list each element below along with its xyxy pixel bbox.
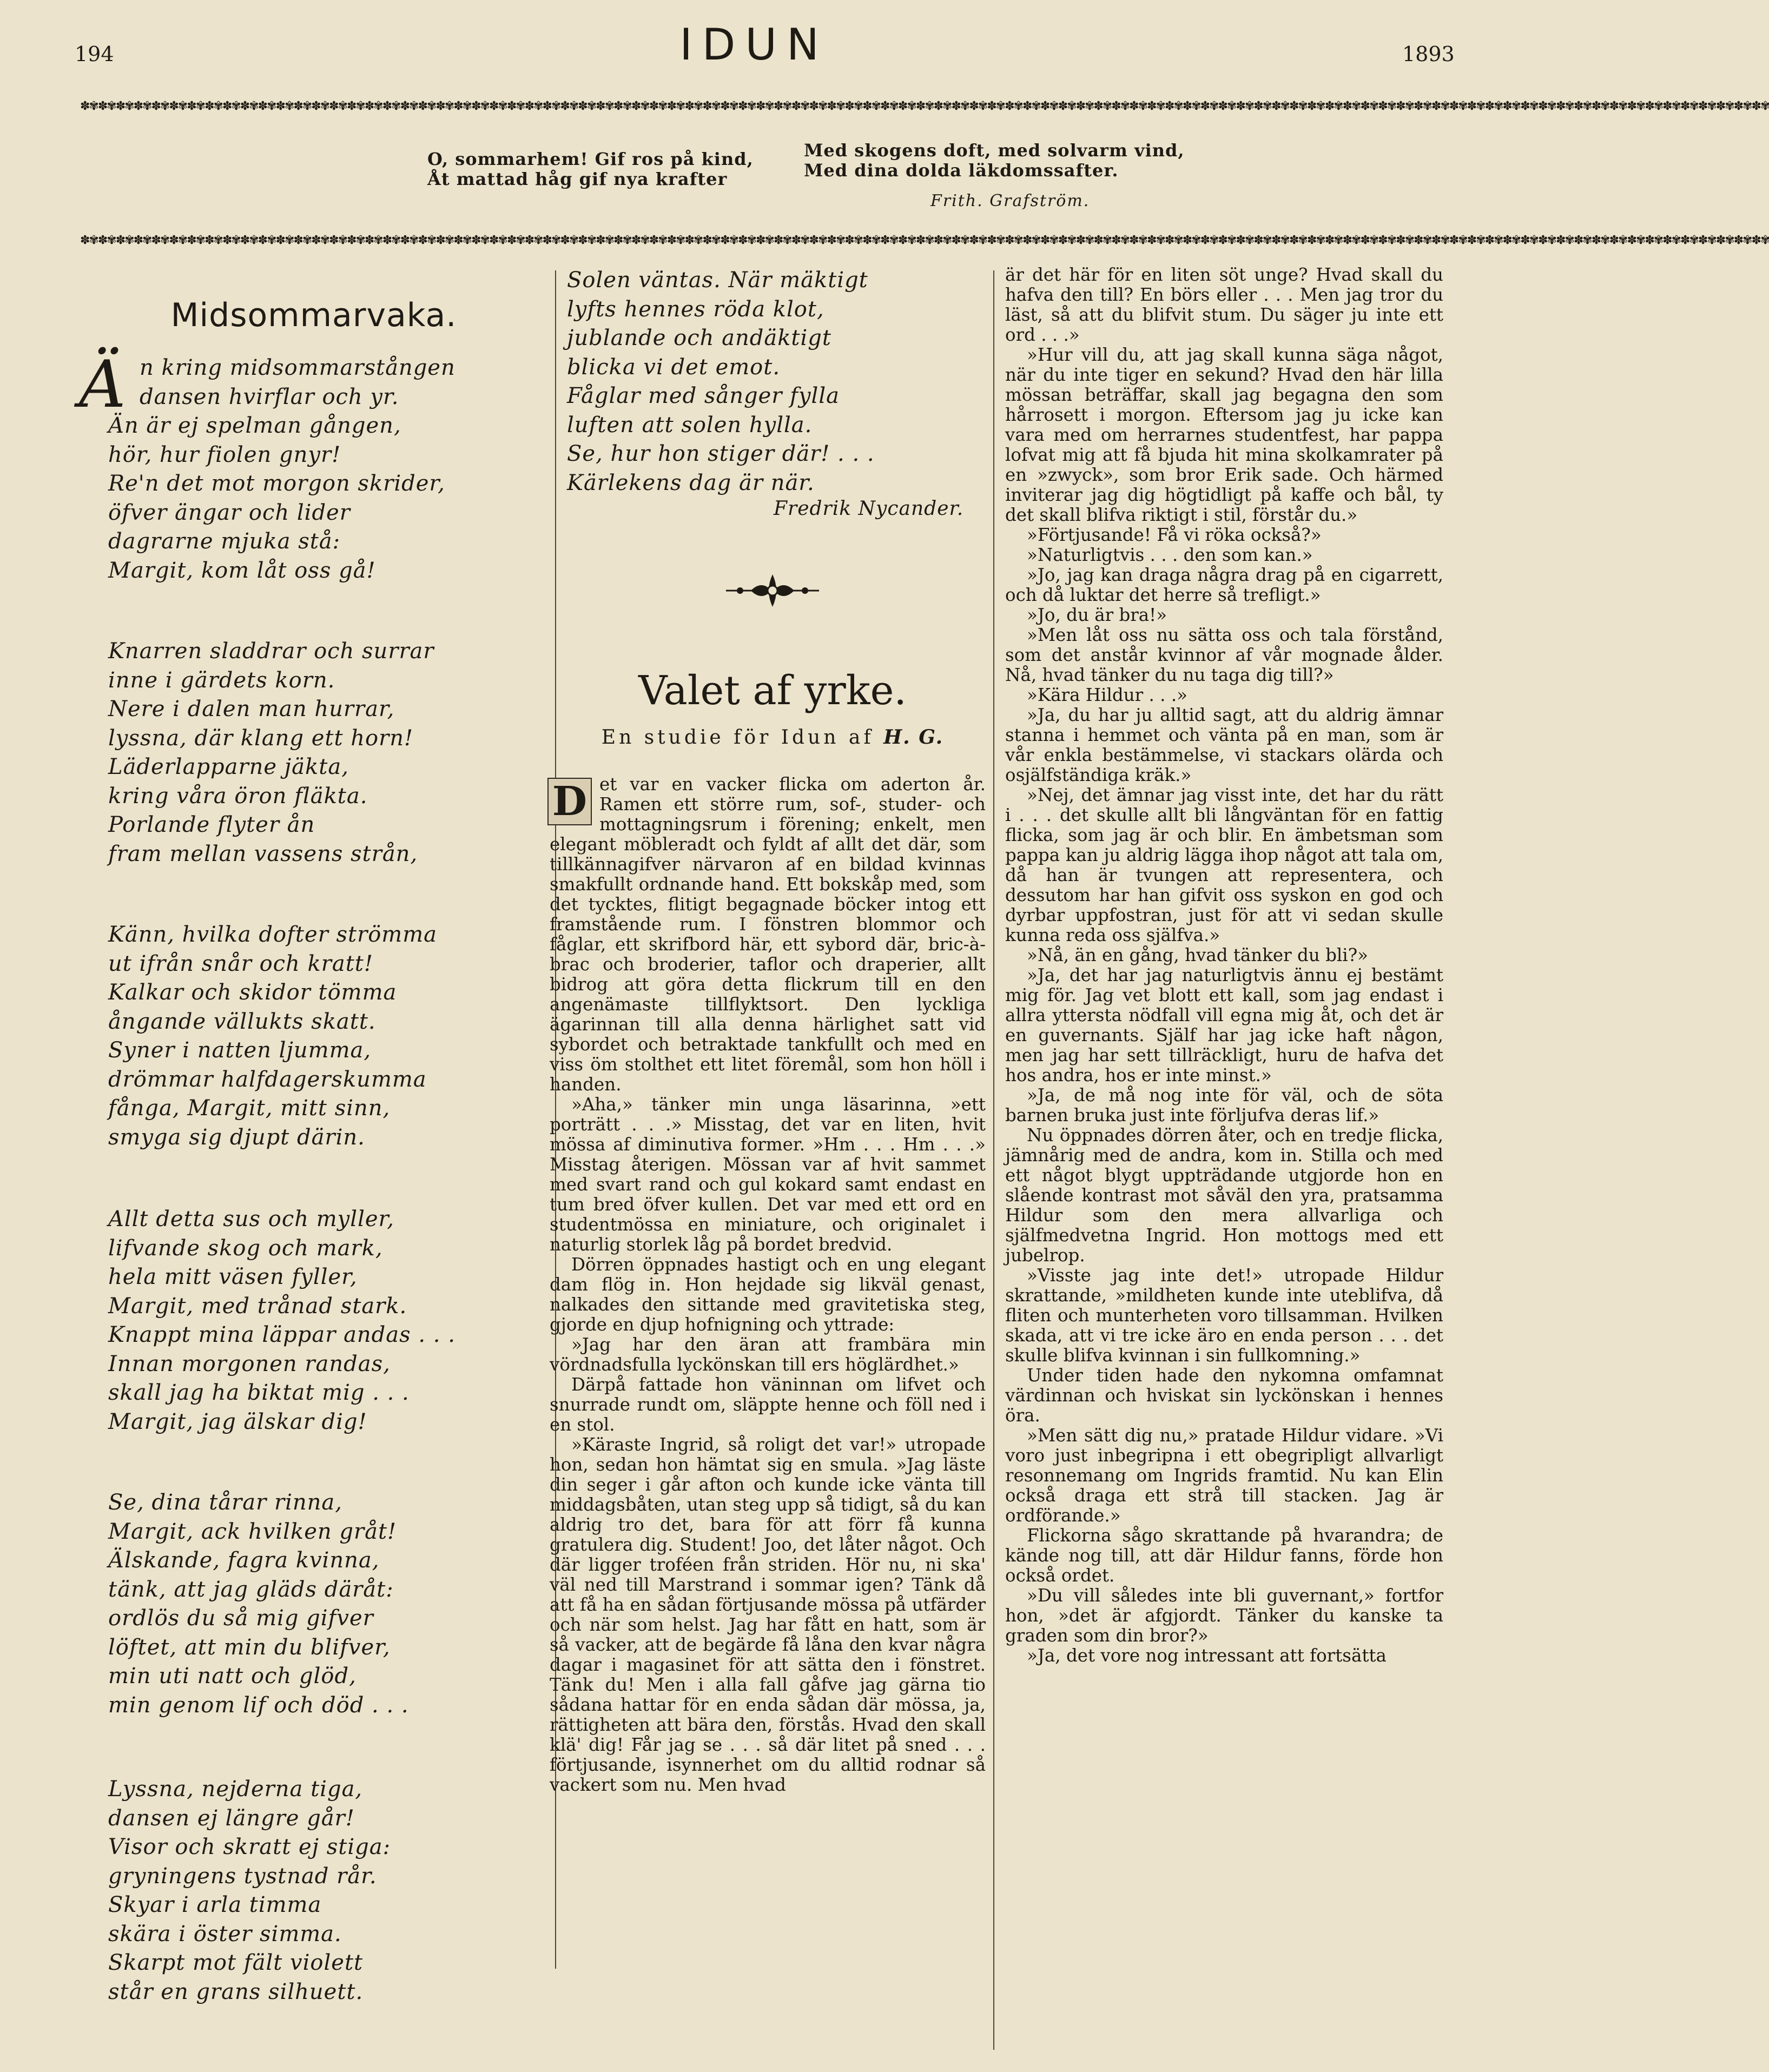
poem-line: lifvande skog och mark, bbox=[108, 1235, 383, 1261]
poem-line: hör, hur fiolen gnyr! bbox=[108, 442, 341, 467]
article-paragraph: »Naturligtvis . . . den som kan.» bbox=[1027, 545, 1313, 565]
article-title: Valet af yrke. bbox=[638, 667, 907, 714]
poem-line: Än är ej spelman gången, bbox=[108, 413, 401, 438]
article-paragraph: »Jo, jag kan draga några drag på en cigarrett, och då luktar det herre så trefligt.» bbox=[1005, 565, 1443, 605]
column-rule bbox=[993, 270, 994, 2050]
poem-line: skära i öster simma. bbox=[108, 1921, 342, 1947]
poem-line: Läderlapparne jäkta, bbox=[108, 754, 349, 779]
article-paragraph: »Men låt oss nu sätta oss och tala förstånd, som det anstår kvinnor af vår mognade ålder. Nå, hvad tänker du nu taga dig till?» bbox=[1005, 625, 1443, 685]
poem-line: smyga sig djupt därin. bbox=[108, 1124, 365, 1150]
poem-line: ut ifrån snår och kratt! bbox=[108, 951, 373, 976]
poem-line: min uti natt och glöd, bbox=[108, 1664, 357, 1689]
poem-line: Solen väntas. När mäktigt bbox=[567, 268, 868, 293]
poem-line: Kalkar och skidor tömma bbox=[108, 980, 397, 1005]
article-paragraph: Dörren öppnades hastigt och en ung elegant dam flög in. Hon hejdade sig likväl genast, nalkades den sittande med gravitetiska steg, gjorde en djup hofnigning och yttrade: bbox=[550, 1254, 986, 1335]
poem-line: fånga, Margit, mitt sinn, bbox=[108, 1096, 391, 1121]
poem-line: Se, hur hon stiger där! . . . bbox=[567, 441, 875, 466]
poem-line: dagrarne mjuka stå: bbox=[108, 529, 341, 554]
article-paragraph: »Hur vill du, att jag skall kunna säga något, när du inte tiger en sekund? Hvad den här lilla mössan beträffar, skall jag begagna den som hårrosett i morgon. Eftersom jag ju icke kan vara med om herrarnes studentfest, har pappa lofvat mig att få bjuda hit mina skolkamrater på en »zwyck», som bror Erik sade. Och härmed inviterar jag dig högtidligt på kaffe och bål, ty det skall blifva riktigt i stil, förstår du.» bbox=[1005, 345, 1443, 525]
poem-line: fram mellan vassens strån, bbox=[108, 841, 418, 866]
article-body bbox=[550, 774, 986, 1795]
poem-line: lyssna, där klang ett horn! bbox=[108, 725, 414, 751]
poem-line: hela mitt väsen fyller, bbox=[108, 1265, 358, 1289]
poem-title: Midsommarvaka. bbox=[170, 296, 457, 334]
poem-line: jublande och andäktigt bbox=[567, 326, 831, 350]
poem-line: Syner i natten ljumma, bbox=[108, 1038, 372, 1063]
epigraph-credit: Frith. Grafström. bbox=[930, 191, 1090, 210]
poem-line: lyfts hennes röda klot, bbox=[567, 296, 824, 322]
publication-title: IDUN bbox=[679, 19, 829, 70]
article-paragraph: Flickorna sågo skrattande på hvarandra; de kände nog till, att där Hildur fanns, förde hon också ordet. bbox=[1005, 1525, 1443, 1586]
article-body-continued bbox=[1005, 265, 1443, 1666]
poem-line: luften att solen hylla. bbox=[567, 412, 813, 438]
poem-line: Re'n det mot morgon skrider, bbox=[108, 471, 445, 496]
page-number-left: 194 bbox=[75, 42, 114, 66]
poem-line: n kring midsommarstången bbox=[140, 355, 456, 380]
poem-line: Skarpt mot fält violett bbox=[108, 1950, 364, 1975]
poem-line: inne i gärdets korn. bbox=[108, 667, 335, 693]
poem-stanza bbox=[108, 1488, 541, 1720]
poem-line: dansen hvirflar och yr. bbox=[140, 384, 399, 409]
poem-line: Älskande, fagra kvinna, bbox=[108, 1548, 380, 1573]
article-paragraph: »Jo, du är bra!» bbox=[1027, 605, 1167, 625]
epigraph-line: Med dina dolda läkdomssafter. bbox=[804, 160, 1119, 181]
poem-line: Lyssna, nejderna tiga, bbox=[108, 1777, 363, 1802]
poem-line: skall jag ha biktat mig . . . bbox=[108, 1380, 410, 1405]
article-paragraph: »Men sätt dig nu,» pratade Hildur vidare. »Vi voro just inbegripna i ett obegripligt allvarligt resonnemang om Ingrids framtid. Nu kan Elin också draga ett strå till stacken. Jag är ordförande.» bbox=[1005, 1425, 1443, 1526]
poem-line: Visor och skratt ej stiga: bbox=[108, 1835, 391, 1859]
poem-stanza bbox=[108, 354, 541, 585]
article-paragraph: »Ja, du har ju alltid sagt, att du aldrig ämnar stanna i hemmet och vänta på en man, som är vår enkla bestämmelse, vi stackars olärda och osjälfständiga kräk.» bbox=[1005, 705, 1443, 785]
poem-line: Känn, hvilka dofter strömma bbox=[108, 922, 438, 947]
article-author-initials: H. G. bbox=[883, 726, 944, 749]
poem-line: löftet, att min du blifver, bbox=[108, 1634, 391, 1660]
poem-line: öfver ängar och lider bbox=[108, 500, 351, 525]
article-paragraph: et var en vacker flicka om aderton år. Ramen ett större rum, sof-, studer- och mottagningsrum i förening; enkelt, men elegant möbleradt och fyldt af allt det där, som tillkännagifver närvaron af en bildad kvinnas smakfullt ordnande hand. Ett bokskåp med, som det tycktes, flitigt begagnade böcker intog ett framstående rum. I fönstren blommor och fåglar, ett skrifbord här, ett sybord där, bric-à-brac och broderier, taflor och draperier, allt bidrog att göra detta flickrum till en den angenämaste tillflyktsort. Den lyckliga ägarinnan till alla denna härlighet satt vid sybordet och betraktade tankfullt och med en viss öm stolthet ett litet föremål, som hon höll i handen. bbox=[550, 774, 986, 1095]
epigraph-line: Med skogens doft, med solvarm vind, bbox=[804, 140, 1185, 161]
poem-line: Innan morgonen randas, bbox=[108, 1351, 391, 1376]
poem-line: Nere i dalen man hurrar, bbox=[108, 697, 395, 721]
poem-line: Fåglar med sånger fylla bbox=[567, 383, 840, 408]
poem-author: Fredrik Nycander. bbox=[774, 498, 964, 520]
poem-line: Margit, ack hvilken gråt! bbox=[108, 1519, 397, 1544]
article-paragraph: Därpå fattade hon väninnan om lifvet och snurrade rundt om, släppte henne och föll ned i en stol. bbox=[550, 1374, 986, 1435]
article-paragraph: »Ja, det vore nog intressant att fortsätta bbox=[1027, 1645, 1387, 1666]
article-paragraph: »Aha,» tänker min unga läsarinna, »ett porträtt . . .» Misstag, det var en liten, hvit mössa af diminutiva former. »Hm . . . Hm . . .» Misstag återigen. Mössan var af hvit sammet med svart rand och gul kokard samt endast en tum bred öfver kullen. Det var med ett ord en studentmössa en miniature, och originalet i naturlig storlek låg på bordet bredvid. bbox=[550, 1094, 986, 1255]
poem-stanza bbox=[108, 1775, 541, 2007]
poem-line: står en grans silhuett. bbox=[108, 1979, 364, 2004]
page-year: 1893 bbox=[1402, 42, 1455, 66]
poem-line: Se, dina tårar rinna, bbox=[108, 1490, 342, 1515]
poem-line: tänk, att jag gläds däråt: bbox=[108, 1577, 394, 1602]
article-paragraph: »Förtjusande! Få vi röka också?» bbox=[1027, 525, 1322, 545]
article-subtitle-text: En studie för Idun af bbox=[601, 726, 874, 749]
poem-line: gryningens tystnad rår. bbox=[108, 1863, 377, 1889]
epigraph-line: O, sommarhem! Gif ros på kind, bbox=[427, 149, 754, 169]
poem-line: Knarren sladdrar och surrar bbox=[108, 639, 434, 664]
poem-line: Allt detta sus och myller, bbox=[108, 1207, 394, 1232]
poem-line: ordlös du så mig gifver bbox=[108, 1606, 374, 1631]
article-drop-cap: D bbox=[547, 778, 592, 825]
epigraph-right bbox=[804, 141, 1237, 181]
article-paragraph: Nu öppnades dörren åter, och en tredje flicka, jämnårig med de andra, kom in. Stilla och med ett något blygt uppträdande utgjorde hon en slående kontrast mot såväl den yra, pratsamma Hildur som den mera allvarliga och själfmedvetna Ingrid. Hon mottogs med ett jubelrop. bbox=[1005, 1125, 1443, 1266]
article-paragraph: »Visste jag inte det!» utropade Hildur skrattande, »mildheten kunde inte uteblifva, då fliten och munterheten voro tillsamman. Hvilken skada, att vi tre icke äro en enda person . . . det skulle blifva kvinnan i sin fullkomning.» bbox=[1005, 1265, 1443, 1366]
article-paragraph: »Du vill således inte bli guvernant,» fortfor hon, »det är afgjordt. Tänker du kanske ta graden som din bror?» bbox=[1005, 1585, 1443, 1646]
poem-line: Margit, kom låt oss gå! bbox=[108, 558, 376, 583]
article-paragraph: Under tiden hade den nykomna omfamnat värdinnan och hviskat sin lyckönskan i hennes öra. bbox=[1005, 1365, 1443, 1426]
ornament-rule-middle: ✽✾✽✾✽✾✽✾✽✾✽✾✽✾✽✾✽✾✽✾✽✾✽✾✽✾✽✾✽✾✽✾✽✾✽✾✽✾✽✾✽✾✽✾✽✾✽✾✽✾✽✾✽✾✽✾✽✾✽✾✽✾✽✾✽✾✽✾✽✾✽✾✽✾✽✾✽✾✽✾✽✾✽✾✽✾✽✾✽✾✽✾✽✾✽✾✽✾✽✾✽✾✽✾✽✾✽✾✽✾✽✾✽✾✽✾✽✾✽✾✽✾✽✾✽✾✽✾✽✾✽✾✽✾✽✾✽✾✽✾✽✾✽✾✽✾✽✾✽✾✽✾✽✾✽✾✽✾✽✾✽✾✽✾✽✾✽✾✽✾✽✾✽✾✽✾✽✾✽✾✽✾✽✾✽✾✽✾✽✾ bbox=[80, 234, 1769, 247]
poem-stanza bbox=[108, 1205, 541, 1437]
article-paragraph: »Ja, det har jag naturligtvis ännu ej bestämt mig för. Jag vet blott ett kall, som jag endast i allra yttersta nödfall vill egna mig åt, och det är en guvernants. Själf har jag icke haft någon, men jag har sett tillräckligt, huru de hafva det hos andra, hos er inte minst.» bbox=[1005, 965, 1443, 1085]
article-paragraph: »Käraste Ingrid, så roligt det var!» utropade hon, sedan hon hämtat sig en smula. »Jag läste din seger i går afton och kunde icke vänta till middagsbåten, utan steg upp så tidigt, så du kan aldrig tro det, bara för att förr få kunna gratulera dig. Student! Joo, det låter något. Och där ligger troféen från striden. Hör nu, ni ska' väl ned till Marstrand i sommar igen? Tänk då att få ha en sådan förtjusande mössa på utfärder och när som helst. Jag har fått en hatt, som är så vacker, att de begärde få låna den kvar några dagar i magasinet för att sätta den i fönstret. Tänk du! Men i alla fall gåfve jag gärna tio sådana hattar för en enda sådan där mössa, ja, rättigheten att bära den, förstås. Hvad den skall klä' dig! Får jag se . . . så där litet på sned . . . förtjusande, isynnerhet om du alltid rodnar så vackert som nu. Men hvad bbox=[550, 1434, 986, 1795]
poem-stanza bbox=[108, 637, 541, 869]
poem-line: blicka vi det emot. bbox=[567, 354, 781, 380]
fleuron-ornament-icon bbox=[724, 569, 821, 612]
poem-line: Margit, med trånad stark. bbox=[108, 1293, 407, 1319]
poem-line: Porlande flyter ån bbox=[108, 812, 315, 837]
poem-line: dansen ej längre går! bbox=[108, 1805, 355, 1831]
poem-line: Margit, jag älskar dig! bbox=[108, 1409, 367, 1434]
poem-line: ångande vällukts skatt. bbox=[108, 1009, 376, 1034]
article-paragraph: »Jag har den äran att frambära min vördnadsfulla lyckönskan till ers höglärdhet.» bbox=[550, 1334, 986, 1375]
poem-drop-cap: Ä bbox=[79, 347, 126, 422]
poem-line: Kärlekens dag är när. bbox=[567, 470, 815, 495]
ornament-rule-top: ✽✾✽✾✽✾✽✾✽✾✽✾✽✾✽✾✽✾✽✾✽✾✽✾✽✾✽✾✽✾✽✾✽✾✽✾✽✾✽✾✽✾✽✾✽✾✽✾✽✾✽✾✽✾✽✾✽✾✽✾✽✾✽✾✽✾✽✾✽✾✽✾✽✾✽✾✽✾✽✾✽✾✽✾✽✾✽✾✽✾✽✾✽✾✽✾✽✾✽✾✽✾✽✾✽✾✽✾✽✾✽✾✽✾✽✾✽✾✽✾✽✾✽✾✽✾✽✾✽✾✽✾✽✾✽✾✽✾✽✾✽✾✽✾✽✾✽✾✽✾✽✾✽✾✽✾✽✾✽✾✽✾✽✾✽✾✽✾✽✾✽✾✽✾✽✾✽✾✽✾✽✾✽✾✽✾✽✾✽✾ bbox=[80, 100, 1769, 113]
poem-line: drömmar halfdagerskumma bbox=[108, 1067, 427, 1092]
article-paragraph: »Nej, det ämnar jag visst inte, det har du rätt i . . . det skulle allt bli långväntan för en fattig flicka, som jag är och blir. En ämbetsman som pappa kan ju aldrig lägga ihop något att tala om, då han är tvungen att representera, och dessutom har han gifvit oss syskon en god och dyrbar uppfostran, just för att vi sedan skulle kunna reda oss själfva.» bbox=[1005, 785, 1443, 945]
epigraph-left bbox=[427, 149, 795, 189]
epigraph-line: Åt mattad håg gif nya krafter bbox=[427, 169, 728, 189]
poem-line: kring våra öron fläkta. bbox=[108, 783, 368, 809]
article-paragraph: är det här för en liten söt unge? Hvad skall du hafva den till? En börs eller . . . Men jag tror du läst, så att du blifvit stum. Du säger ju inte ett ord . . .» bbox=[1005, 264, 1443, 345]
article-subtitle bbox=[567, 726, 978, 749]
article-paragraph: »Ja, de må nog inte för väl, och de söta barnen bruka just inte förljufva deras lif.» bbox=[1005, 1085, 1443, 1126]
poem-line: Knappt mina läppar andas . . . bbox=[108, 1322, 456, 1347]
article-paragraph: »Nå, än en gång, hvad tänker du bli?» bbox=[1027, 945, 1369, 965]
poem-line: min genom lif och död . . . bbox=[108, 1692, 409, 1718]
poem-continuation bbox=[567, 266, 978, 498]
article-paragraph: »Kära Hildur . . .» bbox=[1027, 685, 1188, 705]
poem-stanza bbox=[108, 921, 541, 1152]
poem-line: Skyar i arla timma bbox=[108, 1892, 322, 1917]
